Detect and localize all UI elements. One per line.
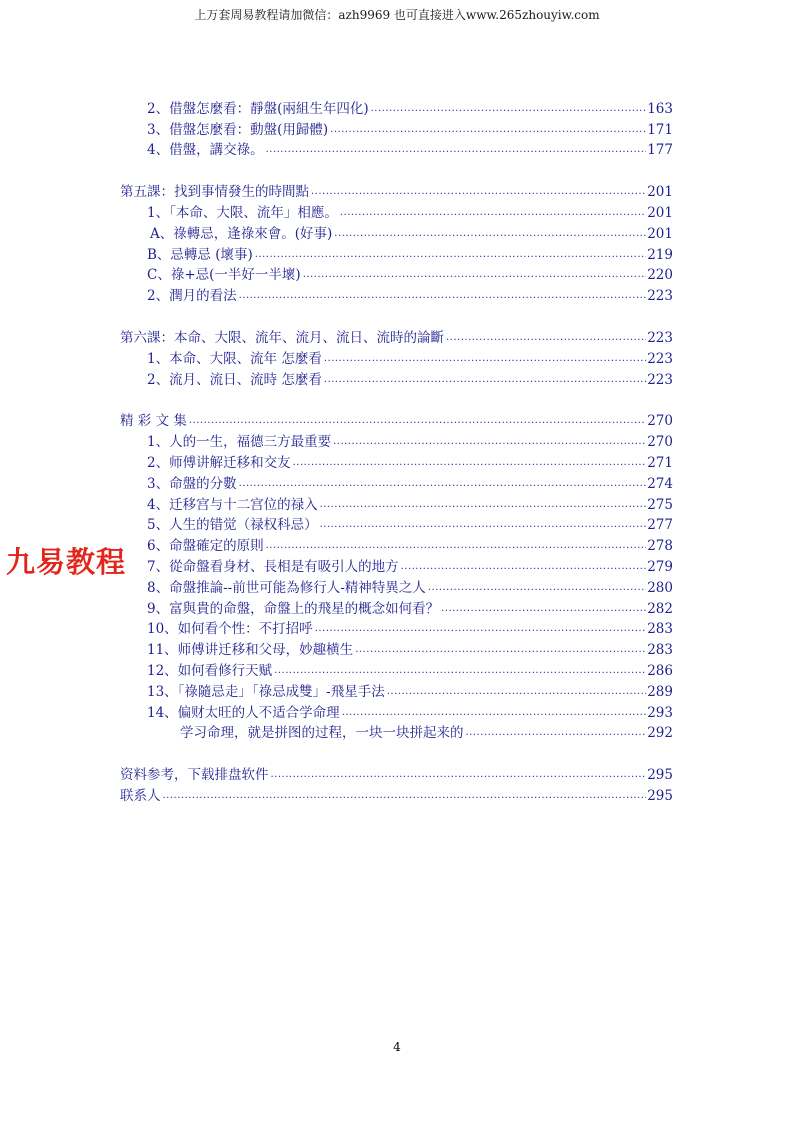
dot-leader	[255, 249, 646, 260]
toc-section	[120, 96, 673, 158]
toc-entry[interactable]	[120, 200, 673, 221]
toc-entry-page: 201	[647, 204, 673, 221]
toc-entry[interactable]	[120, 679, 673, 700]
toc-entry[interactable]	[120, 783, 673, 804]
toc-entry[interactable]	[120, 429, 673, 450]
watermark-logo: 九易教程	[6, 545, 127, 579]
toc-entry[interactable]	[120, 283, 673, 304]
toc-entry[interactable]	[120, 533, 673, 554]
toc-entry-page: 293	[647, 704, 673, 721]
toc-entry-title: 12、如何看修行天赋	[147, 662, 273, 679]
toc-entry[interactable]	[120, 96, 673, 117]
dot-leader	[266, 540, 647, 551]
toc-entry-page: 223	[647, 371, 673, 388]
dot-leader	[466, 727, 647, 738]
toc-entry[interactable]	[120, 617, 673, 638]
toc-entry[interactable]	[120, 367, 673, 388]
toc-entry[interactable]	[120, 471, 673, 492]
toc-entry-page: 280	[647, 579, 673, 596]
toc-entry-page: 223	[647, 329, 673, 346]
toc-entry-title: 精 彩 文 集	[120, 413, 187, 430]
toc-entry-title: 2、流月、流日、流時 怎麼看	[147, 371, 322, 388]
toc-entry[interactable]	[120, 637, 673, 658]
toc-entry-page: 292	[647, 725, 673, 742]
toc-section	[120, 179, 673, 304]
toc-entry[interactable]	[120, 575, 673, 596]
toc-entry-page: 277	[647, 517, 673, 534]
dot-leader	[266, 144, 647, 155]
toc-entry-title: A、祿轉忌，逢祿來會。(好事)	[150, 225, 333, 242]
toc-entry-title: 2、师傅讲解迁移和交友	[147, 454, 291, 471]
dot-leader	[274, 665, 646, 676]
toc-entry-title: 1、本命、大限、流年 怎麼看	[147, 350, 322, 367]
dot-leader	[428, 582, 646, 593]
toc-entry-page: 201	[647, 184, 673, 201]
dot-leader	[355, 644, 646, 655]
page-header: 上万套周易教程请加微信：azh9969 也可直接进入www.265zhouyiw.com	[194, 8, 600, 22]
toc-entry-page: 177	[647, 142, 673, 159]
dot-leader	[303, 269, 647, 280]
toc-entry-title: 学习命理，就是拼图的过程，一块一块拼起来的	[180, 725, 464, 742]
dot-leader	[189, 415, 646, 426]
toc-entry[interactable]	[120, 409, 673, 430]
page-number: 4	[393, 1040, 401, 1054]
toc-entry[interactable]	[120, 242, 673, 263]
toc-entry-title: 资料参考，下载排盘软件	[120, 767, 269, 784]
dot-leader	[271, 769, 647, 780]
dot-leader	[324, 353, 646, 364]
toc-entry-title: 6、命盤確定的原則	[147, 538, 264, 555]
toc-entry[interactable]	[120, 450, 673, 471]
toc-entry-page: 282	[647, 600, 673, 617]
toc-entry[interactable]	[120, 263, 673, 284]
toc-entry-title: 1、人的一生，福德三方最重要	[147, 434, 332, 451]
toc-entry[interactable]	[120, 138, 673, 159]
toc-entry-title: 11、师傅讲迁移和父母，妙趣横生	[147, 642, 354, 659]
toc-entry-page: 270	[647, 434, 673, 451]
toc-entry-title: 联系人	[120, 787, 161, 804]
toc-entry-title: 9、富與貴的命盤，命盤上的飛星的概念如何看？	[147, 600, 440, 617]
toc-entry[interactable]	[120, 117, 673, 138]
dot-leader	[239, 478, 647, 489]
toc-entry-title: 5、人生的错觉（禄权科忌）	[147, 517, 318, 534]
table-of-contents	[120, 96, 673, 825]
toc-entry-title: 3、借盤怎麼看：動盤(用歸體)	[147, 121, 329, 138]
toc-entry[interactable]	[120, 554, 673, 575]
toc-entry[interactable]	[120, 221, 673, 242]
toc-entry-title: 1、「本命、大限、流年」相應。	[147, 204, 338, 221]
toc-entry-title: 3、命盤的分數	[147, 475, 237, 492]
toc-entry-title: 13、「祿隨忌走」「祿忌成雙」-飛星手法	[147, 683, 385, 700]
toc-section	[120, 325, 673, 387]
toc-entry-title: 4、迁移宫与十二宫位的禄入	[147, 496, 318, 513]
dot-leader	[163, 790, 647, 801]
toc-entry-title: 4、借盤，講交祿。	[147, 142, 264, 159]
toc-entry-title: 8、命盤推論--前世可能為修行人-精神特異之人	[147, 579, 426, 596]
toc-entry-page: 295	[647, 787, 673, 804]
toc-entry[interactable]	[120, 762, 673, 783]
dot-leader	[441, 603, 646, 614]
toc-entry[interactable]	[120, 513, 673, 534]
toc-entry[interactable]	[120, 325, 673, 346]
toc-entry-page: 201	[647, 225, 673, 242]
dot-leader	[239, 290, 647, 301]
toc-entry-page: 278	[647, 538, 673, 555]
toc-entry-title: 第五課：找到事情發生的時間點	[120, 184, 309, 201]
toc-entry-page: 283	[647, 621, 673, 638]
dot-leader	[311, 186, 646, 197]
dot-leader	[293, 457, 647, 468]
toc-entry-page: 163	[647, 100, 673, 117]
toc-section	[120, 409, 673, 742]
dot-leader	[334, 228, 646, 239]
toc-entry-title: B、忌轉忌 (壞事)	[147, 246, 253, 263]
dot-leader	[401, 561, 647, 572]
toc-entry-title: 2、借盤怎麼看：靜盤(兩組生年四化)	[147, 100, 369, 117]
dot-leader	[387, 686, 646, 697]
toc-entry[interactable]	[120, 346, 673, 367]
toc-entry-page: 283	[647, 642, 673, 659]
toc-entry-title: 第六課：本命、大限、流年、流月、流日、流時的論斷	[120, 329, 444, 346]
toc-entry-page: 223	[647, 288, 673, 305]
toc-entry-page: 270	[647, 413, 673, 430]
toc-entry[interactable]	[120, 179, 673, 200]
toc-entry[interactable]	[120, 721, 673, 742]
toc-entry-page: 275	[647, 496, 673, 513]
toc-entry-page: 279	[647, 558, 673, 575]
toc-entry-title: 7、從命盤看身材、長相是有吸引人的地方	[147, 558, 399, 575]
dot-leader	[315, 623, 647, 634]
toc-entry-title: C、祿+忌(一半好一半壞)	[147, 267, 301, 284]
toc-entry[interactable]	[120, 700, 673, 721]
toc-entry-page: 271	[647, 454, 673, 471]
toc-entry-page: 295	[647, 767, 673, 784]
toc-entry-title: 14、偏财太旺的人不适合学命理	[147, 704, 340, 721]
toc-entry-page: 171	[647, 121, 673, 138]
dot-leader	[324, 374, 646, 385]
dot-leader	[340, 207, 646, 218]
dot-leader	[342, 707, 647, 718]
toc-entry-page: 220	[647, 267, 673, 284]
toc-entry-page: 286	[647, 662, 673, 679]
toc-entry[interactable]	[120, 596, 673, 617]
toc-entry-title: 2、潤月的看法	[147, 288, 237, 305]
dot-leader	[446, 332, 646, 343]
dot-leader	[371, 103, 647, 114]
dot-leader	[333, 436, 646, 447]
toc-entry-page: 219	[647, 246, 673, 263]
toc-section	[120, 762, 673, 804]
dot-leader	[330, 124, 646, 135]
toc-entry-title: 10、如何看个性：不打招呼	[147, 621, 313, 638]
toc-entry-page: 274	[647, 475, 673, 492]
toc-entry-page: 223	[647, 350, 673, 367]
dot-leader	[320, 499, 647, 510]
toc-entry[interactable]	[120, 658, 673, 679]
toc-entry[interactable]	[120, 492, 673, 513]
toc-entry-page: 289	[647, 683, 673, 700]
dot-leader	[320, 519, 647, 530]
